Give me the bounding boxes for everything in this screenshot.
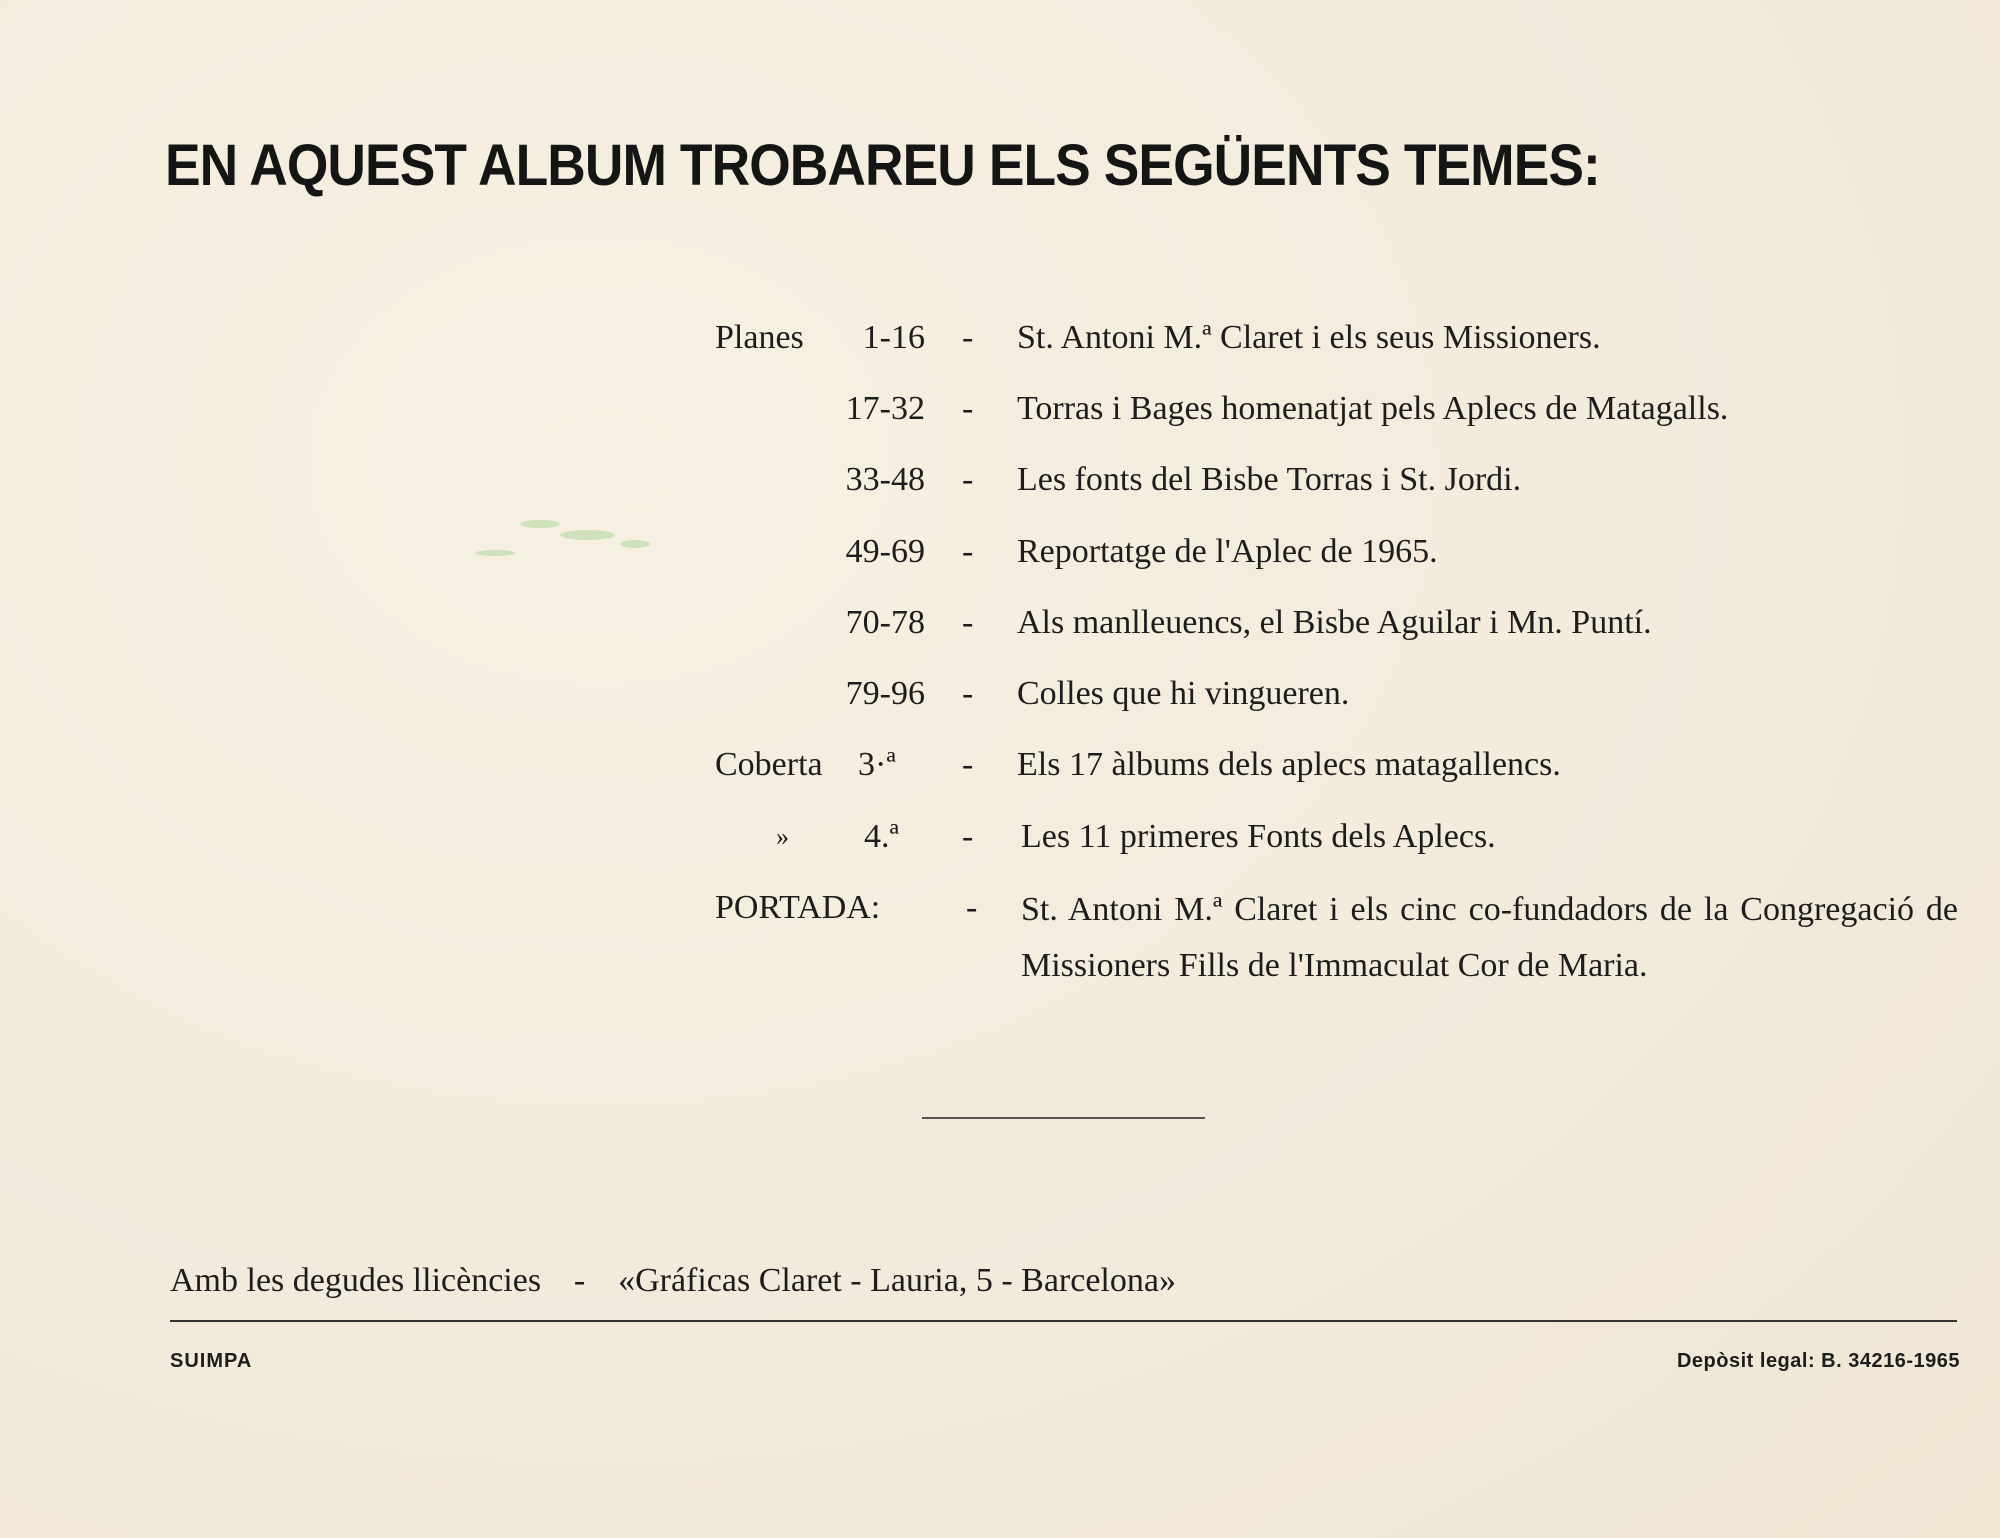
- portada-description: St. Antoni M.ª Claret i els cinc co-fundadors de la Congregació de Missioners Fills de l'Immaculat Cor de Maria.: [1021, 891, 1958, 984]
- toc-row-pages: 79-96: [845, 675, 925, 712]
- portada-label: PORTADA:: [715, 889, 881, 926]
- toc-row-dash: -: [962, 319, 974, 356]
- toc-row-pages: 33-48: [845, 461, 925, 498]
- toc-row-topic: Colles que hi vingueren.: [1017, 675, 1350, 712]
- portada-dash: -: [966, 889, 978, 926]
- toc-row-topic: St. Antoni M.ª Claret i els seus Missioners.: [1017, 319, 1601, 356]
- toc-row-pages: 3·ª: [858, 746, 896, 783]
- footer-rule: [170, 1320, 1957, 1322]
- toc-row-topic: Els 17 àlbums dels aplecs matagallencs.: [1017, 746, 1561, 783]
- toc-row-label: »: [776, 822, 789, 851]
- divider: [922, 1117, 1205, 1119]
- licence-text: Amb les degudes llicències: [170, 1262, 542, 1299]
- toc-row-pages: 4.ª: [864, 818, 899, 855]
- toc-row-topic: Les fonts del Bisbe Torras i St. Jordi.: [1017, 461, 1522, 498]
- toc-row-pages: 49-69: [845, 533, 925, 570]
- toc-row-label: Coberta: [715, 746, 823, 783]
- toc-row-dash: -: [962, 746, 974, 783]
- toc-row-dash: -: [962, 604, 974, 641]
- footer-separator: -: [573, 1262, 586, 1299]
- toc-row-topic: Reportatge de l'Aplec de 1965.: [1017, 533, 1438, 570]
- toc-row-topic: Torras i Bages homenatjat pels Aplecs de Matagalls.: [1017, 390, 1729, 427]
- toc-row-pages: 17-32: [845, 390, 925, 427]
- toc-row-topic: Als manlleuencs, el Bisbe Aguilar i Mn. Puntí.: [1017, 604, 1652, 641]
- toc-row-pages: 1-16: [862, 319, 925, 356]
- toc-row-pages: 70-78: [845, 604, 925, 641]
- toc-row-topic: Les 11 primeres Fonts dels Aplecs.: [1021, 818, 1496, 855]
- toc-row-label: Planes: [715, 319, 804, 356]
- page-heading: EN AQUEST ALBUM TROBAREU ELS SEGÜENTS TEMES:: [165, 133, 1600, 198]
- footer-credits: [170, 1262, 1176, 1300]
- toc-row-dash: -: [962, 461, 974, 498]
- toc-row-dash: -: [962, 533, 974, 570]
- printer-text: «Gráficas Claret - Lauria, 5 - Barcelona»: [618, 1262, 1176, 1299]
- legal-deposit: Depòsit legal: B. 34216-1965: [1676, 1350, 1960, 1372]
- toc-row-dash: -: [962, 675, 974, 712]
- publisher-imprint: SUIMPA: [170, 1350, 253, 1372]
- toc-row-dash: -: [962, 390, 974, 427]
- toc-row-dash: -: [962, 818, 974, 855]
